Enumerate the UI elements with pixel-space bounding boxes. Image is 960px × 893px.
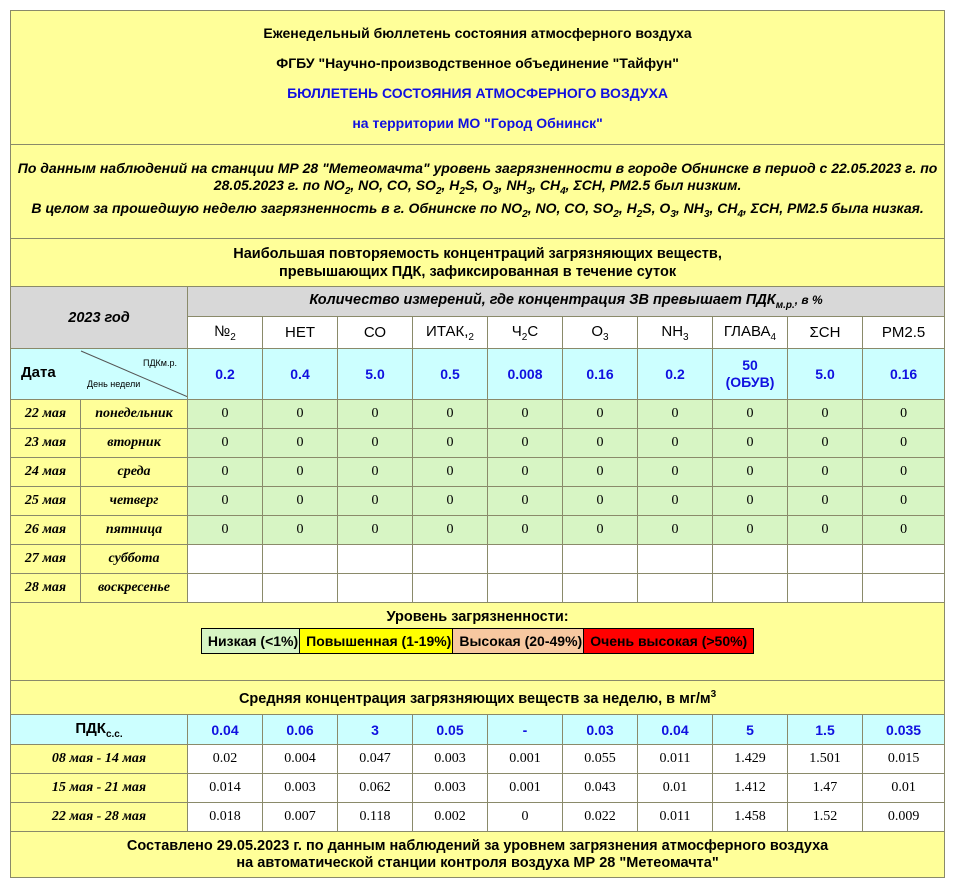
day-weekday: пятница <box>81 516 188 545</box>
date-header-cell <box>11 349 188 400</box>
week-value: 0.014 <box>188 774 263 803</box>
day-value: 0 <box>338 487 413 516</box>
day-row <box>11 574 945 603</box>
legend-items <box>11 628 944 654</box>
day-value: 0 <box>863 458 945 487</box>
intro-paragraph-2: В целом за прошедшую неделю загрязненность в г. Обнинске по $NO_2$, NO, CO, $SO_2$, $H_2S$, $O_3$, $NH_3$, $CH_4$, ΣCH, PM2.5 была низкая. <box>31 200 924 220</box>
week-value: 1.458 <box>713 803 788 832</box>
pdk-cc-value: 0.03 <box>563 715 638 745</box>
intro-text <box>11 145 945 239</box>
day-value: 0 <box>488 400 563 429</box>
column-header: $Ч_2С$ <box>488 317 563 349</box>
week-value: 0.055 <box>563 745 638 774</box>
column-header: СО <box>338 317 413 349</box>
day-value <box>338 545 413 574</box>
day-date: 23 мая <box>11 429 81 458</box>
pdk-cc-value: 0.05 <box>413 715 488 745</box>
day-value: 0 <box>188 429 263 458</box>
pdk-mr-value: 0.16 <box>863 349 945 400</box>
bulletin-table <box>10 10 945 878</box>
day-value: 0 <box>263 516 338 545</box>
day-value <box>788 545 863 574</box>
date-label: Дата <box>21 364 56 381</box>
pdk-mr-value: 0.16 <box>563 349 638 400</box>
day-value: 0 <box>413 400 488 429</box>
day-value: 0 <box>563 400 638 429</box>
day-value: 0 <box>638 400 713 429</box>
day-value: 0 <box>413 516 488 545</box>
day-weekday: четверг <box>81 487 188 516</box>
pdk-mr-value: 50 (ОБУВ) <box>713 349 788 400</box>
day-value <box>338 574 413 603</box>
pdk-mr-value: 0.2 <box>638 349 713 400</box>
pdk-mr-value: 5.0 <box>338 349 413 400</box>
avg-title: Средняя концентрация загрязняющих веществ за неделю, в $мг/м^3$ <box>11 681 945 715</box>
day-value: 0 <box>263 487 338 516</box>
day-value <box>863 574 945 603</box>
week-value: 1.47 <box>788 774 863 803</box>
day-row <box>11 516 945 545</box>
day-row <box>11 400 945 429</box>
week-value: 0.01 <box>638 774 713 803</box>
day-value: 0 <box>713 487 788 516</box>
day-value: 0 <box>188 487 263 516</box>
column-header: $ИТАК,_2$ <box>413 317 488 349</box>
day-date: 26 мая <box>11 516 81 545</box>
week-value: 1.429 <box>713 745 788 774</box>
day-value <box>563 574 638 603</box>
week-value: 0.02 <box>188 745 263 774</box>
day-value: 0 <box>263 429 338 458</box>
legend-title: Уровень загрязненности: <box>386 609 569 625</box>
pdk-cc-value: 1.5 <box>788 715 863 745</box>
week-value: 0.007 <box>263 803 338 832</box>
day-value: 0 <box>188 400 263 429</box>
footer-line-2: на автоматической станции контроля воздуха МР 28 "Метеомачта" <box>236 854 719 871</box>
pdk-cc-value: 3 <box>338 715 413 745</box>
count-title: Количество измерений, где концентрация ЗВ превышает $ПДК_{м.р.}$, в % <box>188 287 945 317</box>
week-value: 0.003 <box>263 774 338 803</box>
day-weekday: суббота <box>81 545 188 574</box>
header-line-1: Еженедельный бюллетень состояния атмосферного воздуха <box>263 24 692 41</box>
day-value <box>413 545 488 574</box>
day-date: 25 мая <box>11 487 81 516</box>
pdk-mr-value: 0.2 <box>188 349 263 400</box>
footer <box>11 832 945 878</box>
day-value <box>713 574 788 603</box>
day-value: 0 <box>713 458 788 487</box>
day-value: 0 <box>638 429 713 458</box>
day-value: 0 <box>413 487 488 516</box>
week-row <box>11 774 945 803</box>
day-value: 0 <box>863 516 945 545</box>
day-value: 0 <box>488 429 563 458</box>
day-date: 24 мая <box>11 458 81 487</box>
pdk-cc-value: 0.06 <box>263 715 338 745</box>
pdk-cc-value: 0.04 <box>638 715 713 745</box>
week-row <box>11 803 945 832</box>
week-value: 0.011 <box>638 803 713 832</box>
day-value: 0 <box>563 458 638 487</box>
day-value: 0 <box>863 429 945 458</box>
week-value: 0.011 <box>638 745 713 774</box>
day-value: 0 <box>488 487 563 516</box>
week-period: 15 мая - 21 мая <box>11 774 188 803</box>
day-row <box>11 429 945 458</box>
day-value: 0 <box>863 487 945 516</box>
day-value: 0 <box>413 458 488 487</box>
pdk-cc-value: - <box>488 715 563 745</box>
pdk-mr-value: 0.5 <box>413 349 488 400</box>
pdk-cc-label: $ПДК_{с.с.}$ <box>11 715 188 745</box>
day-value: 0 <box>413 429 488 458</box>
pdk-cc-value: 0.04 <box>188 715 263 745</box>
day-row <box>11 545 945 574</box>
header-line-2: ФГБУ "Научно-производственное объединение "Тайфун" <box>276 54 679 71</box>
week-value: 0.003 <box>413 774 488 803</box>
column-header: НЕТ <box>263 317 338 349</box>
week-value: 0.022 <box>563 803 638 832</box>
week-value: 0.062 <box>338 774 413 803</box>
bulletin <box>10 10 945 878</box>
day-value: 0 <box>263 458 338 487</box>
week-value: 0.003 <box>413 745 488 774</box>
week-value: 0.002 <box>413 803 488 832</box>
day-value <box>263 574 338 603</box>
pdk-cc-value: 5 <box>713 715 788 745</box>
bulletin-territory: на территории МО "Город Обнинск" <box>352 114 603 131</box>
day-value: 0 <box>788 458 863 487</box>
week-value: 0.001 <box>488 774 563 803</box>
day-weekday: среда <box>81 458 188 487</box>
bulletin-header <box>11 11 945 145</box>
day-value: 0 <box>488 516 563 545</box>
day-value: 0 <box>638 458 713 487</box>
week-value: 0.009 <box>863 803 945 832</box>
day-value: 0 <box>338 516 413 545</box>
legend <box>11 603 945 681</box>
repeat-title: Наибольшая повторяемость концентраций загрязняющих веществ, превышающих ПДК, зафиксированная в течение суток <box>11 239 945 287</box>
day-row <box>11 458 945 487</box>
day-value <box>488 545 563 574</box>
pdk-mr-value: 5.0 <box>788 349 863 400</box>
day-value: 0 <box>263 400 338 429</box>
day-value <box>188 545 263 574</box>
day-value: 0 <box>338 400 413 429</box>
day-value: 0 <box>788 400 863 429</box>
day-weekday: вторник <box>81 429 188 458</box>
week-value: 0.01 <box>863 774 945 803</box>
column-header: $№_2$ <box>188 317 263 349</box>
intro-paragraph-1: По данным наблюдений на станции МР 28 "Метеомачта" уровень загрязненности в городе Обнинске в период с 22.05.2023 г. по 28.05.2023 г. по $NO_2$, NO, CO, $SO_2$, $H_2S$, $O_3$, $NH_3$, $CH_4$, ΣCH, PM2.5 был низким. <box>17 160 938 197</box>
day-date: 27 мая <box>11 545 81 574</box>
week-value: 0.043 <box>563 774 638 803</box>
week-value: 1.412 <box>713 774 788 803</box>
day-value <box>638 574 713 603</box>
day-value: 0 <box>788 487 863 516</box>
day-value: 0 <box>638 516 713 545</box>
column-header: $NH_3$ <box>638 317 713 349</box>
day-value: 0 <box>638 487 713 516</box>
day-value <box>788 574 863 603</box>
day-value <box>713 545 788 574</box>
day-value <box>413 574 488 603</box>
legend-item: Низкая (<1%) <box>201 628 305 654</box>
day-value <box>863 545 945 574</box>
day-value: 0 <box>563 429 638 458</box>
legend-item: Очень высокая (>50%) <box>583 628 754 654</box>
week-value: 0 <box>488 803 563 832</box>
column-header: PM2.5 <box>863 317 945 349</box>
day-value <box>563 545 638 574</box>
day-value: 0 <box>713 400 788 429</box>
column-header: ΣCH <box>788 317 863 349</box>
column-header: $О_3$ <box>563 317 638 349</box>
day-value: 0 <box>788 429 863 458</box>
day-value: 0 <box>863 400 945 429</box>
legend-item: Повышенная (1-19%) <box>299 628 458 654</box>
day-value <box>188 574 263 603</box>
day-value: 0 <box>563 487 638 516</box>
day-value <box>488 574 563 603</box>
bulletin-title: БЮЛЛЕТЕНЬ СОСТОЯНИЯ АТМОСФЕРНОГО ВОЗДУХА <box>287 84 669 101</box>
day-value: 0 <box>338 429 413 458</box>
diag-top-label: ПДКм.р. <box>142 358 177 368</box>
week-period: 22 мая - 28 мая <box>11 803 188 832</box>
day-weekday: воскресенье <box>81 574 188 603</box>
week-value: 1.501 <box>788 745 863 774</box>
week-row <box>11 745 945 774</box>
week-value: 0.015 <box>863 745 945 774</box>
day-value: 0 <box>788 516 863 545</box>
day-value: 0 <box>563 516 638 545</box>
column-header: $ГЛАВА_4$ <box>713 317 788 349</box>
week-value: 0.001 <box>488 745 563 774</box>
pdk-mr-value: 0.4 <box>263 349 338 400</box>
day-value: 0 <box>713 429 788 458</box>
year-label: 2023 год <box>11 287 188 349</box>
legend-item: Высокая (20-49%) <box>452 628 589 654</box>
week-value: 0.004 <box>263 745 338 774</box>
day-value <box>638 545 713 574</box>
week-period: 08 мая - 14 мая <box>11 745 188 774</box>
diag-bottom-label: День недели <box>87 379 141 389</box>
week-value: 0.047 <box>338 745 413 774</box>
week-value: 0.118 <box>338 803 413 832</box>
day-date: 28 мая <box>11 574 81 603</box>
day-value: 0 <box>188 516 263 545</box>
day-date: 22 мая <box>11 400 81 429</box>
pdk-cc-value: 0.035 <box>863 715 945 745</box>
day-value: 0 <box>338 458 413 487</box>
day-weekday: понедельник <box>81 400 188 429</box>
day-value: 0 <box>488 458 563 487</box>
day-value <box>263 545 338 574</box>
pdk-mr-value: 0.008 <box>488 349 563 400</box>
footer-line-1: Составлено 29.05.2023 г. по данным наблюдений за уровнем загрязнения атмосферного воздуха <box>126 837 829 854</box>
day-value: 0 <box>188 458 263 487</box>
day-value: 0 <box>713 516 788 545</box>
day-row <box>11 487 945 516</box>
week-value: 0.018 <box>188 803 263 832</box>
week-value: 1.52 <box>788 803 863 832</box>
